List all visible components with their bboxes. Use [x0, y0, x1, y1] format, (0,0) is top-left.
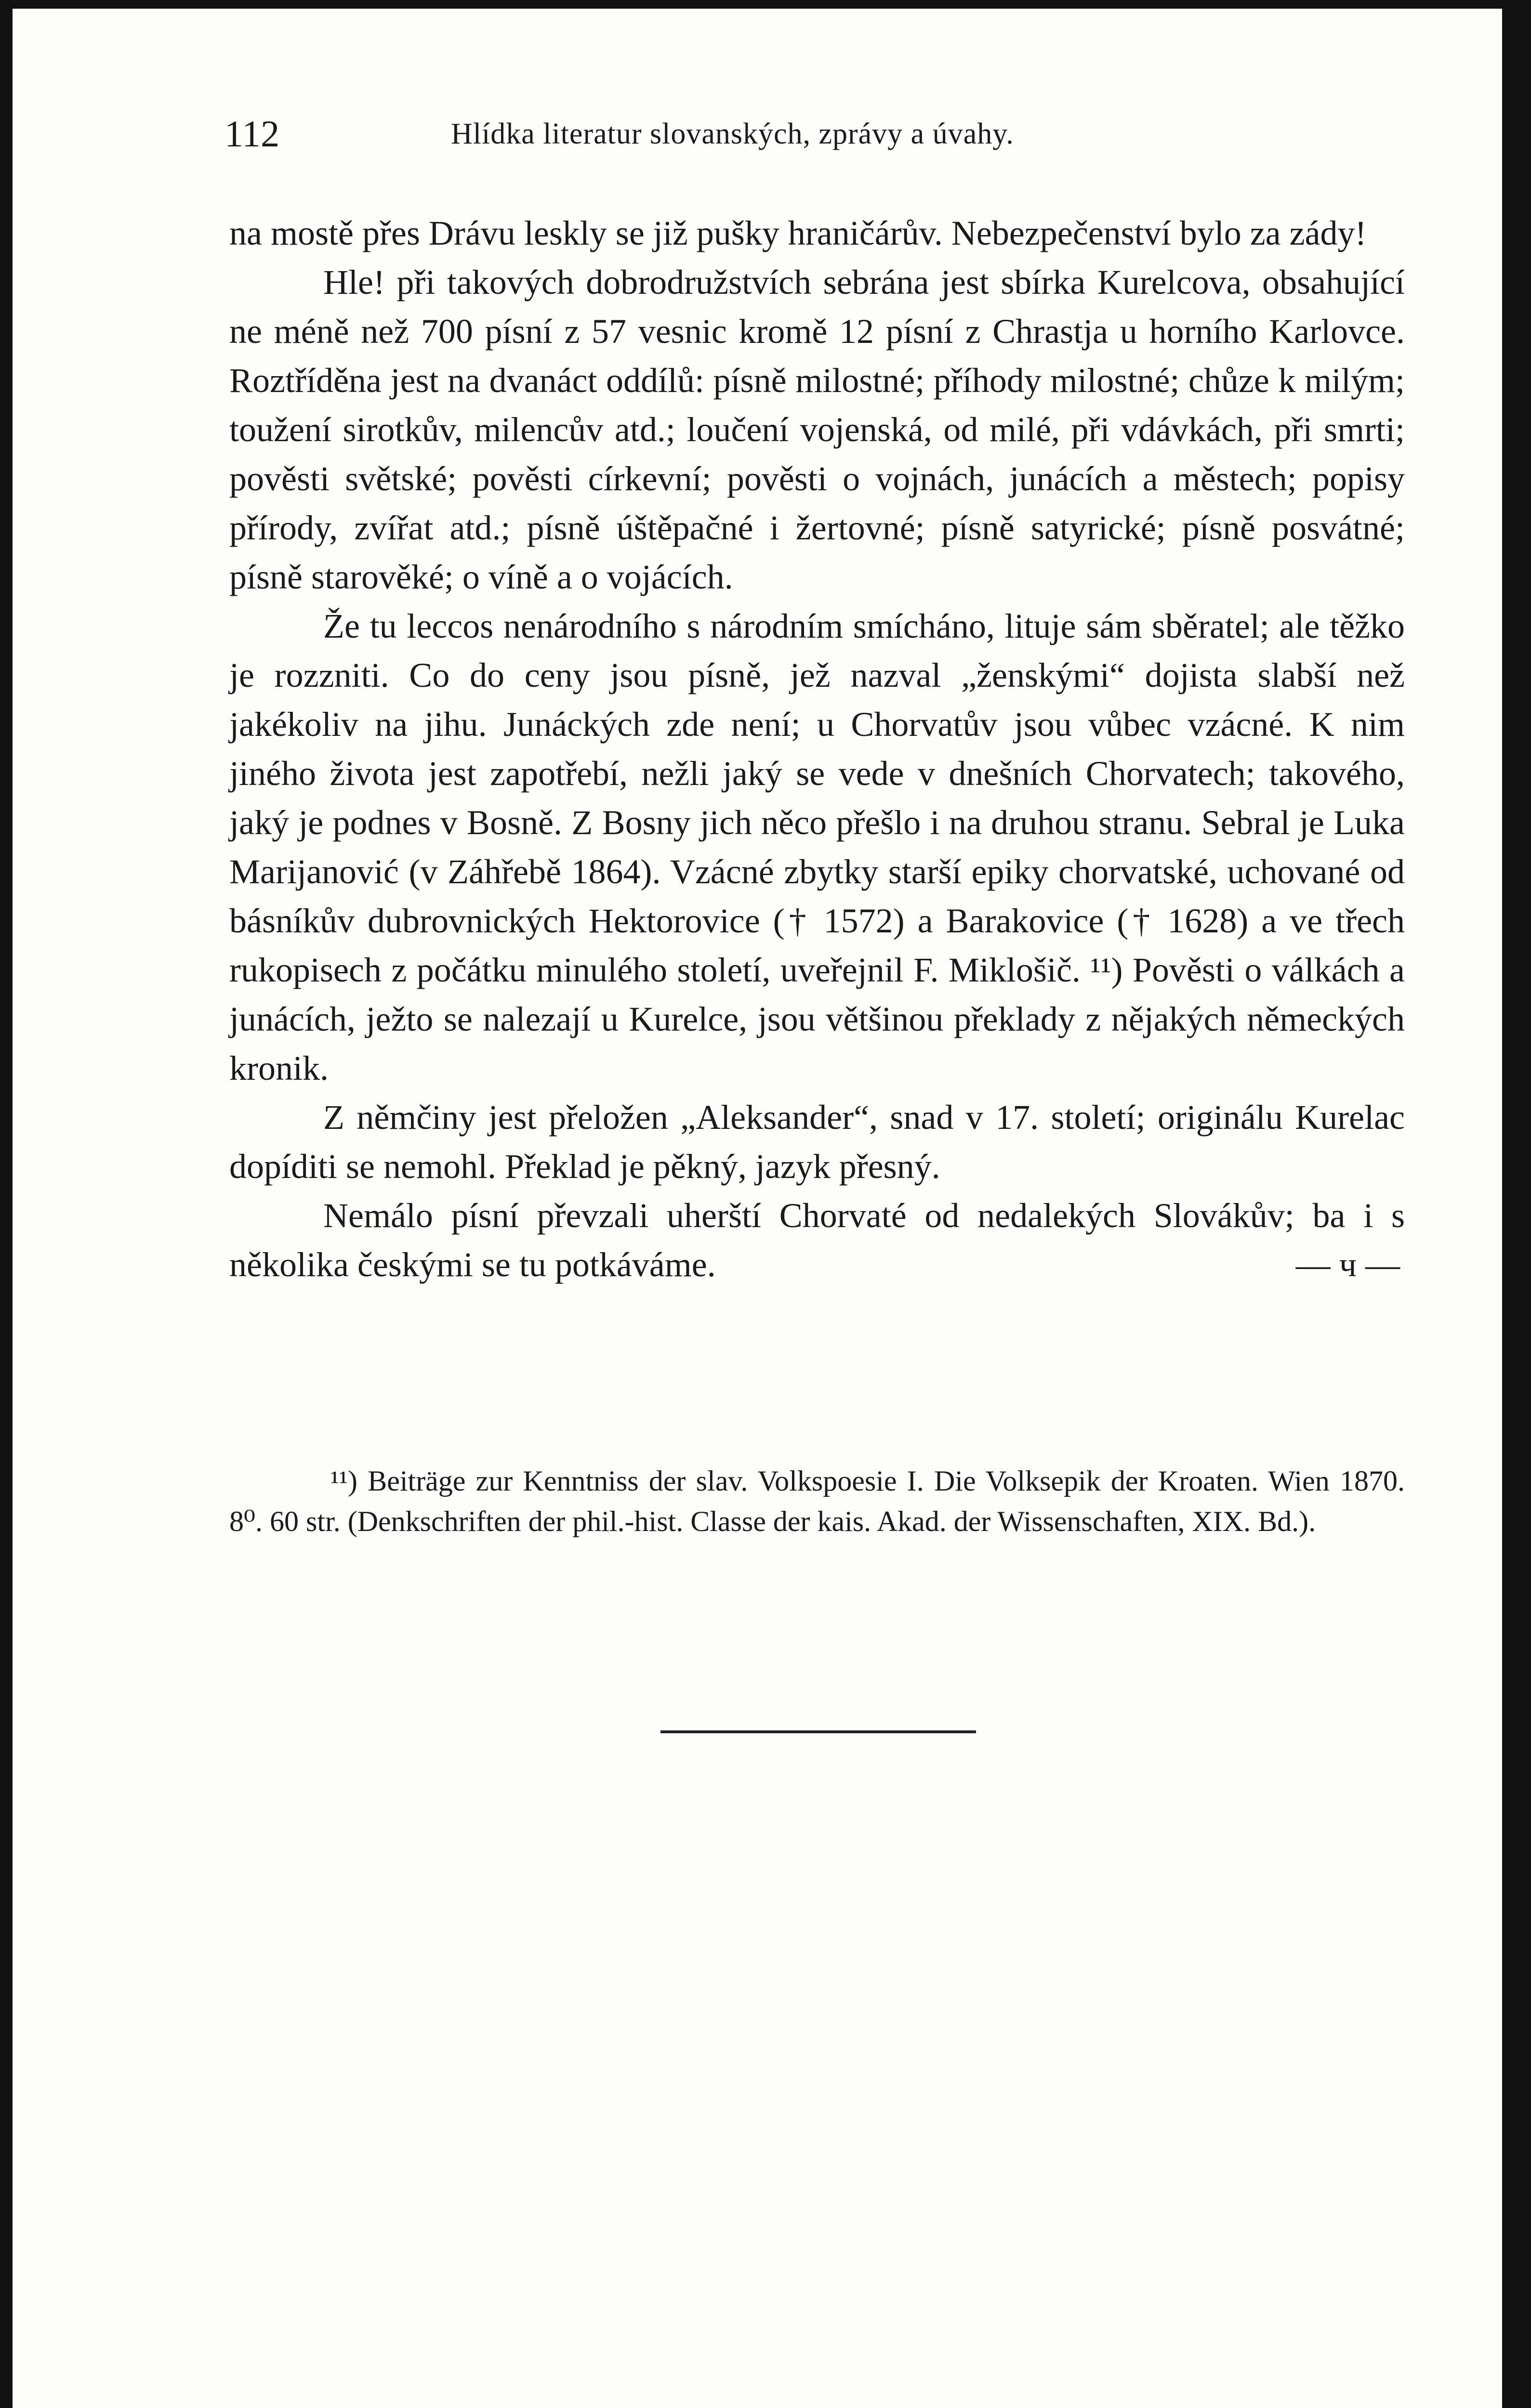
book-page — [13, 9, 1502, 2408]
page-header — [224, 107, 1395, 160]
paragraph-text: Nemálo písní převzali uherští Chorvaté od nedalekých Slovákův; ba i s několika českými se tu potkáváme. — [229, 1196, 1405, 1284]
paragraph: Že tu leccos nenárodního s národním smícháno, lituje sám sběratel; ale těžko je rozzniti. Co do ceny jsou písně, jež nazval „ženskými“ dojista slabší než jakékoliv na jihu. Junáckých zde není; u Chorvatův jsou vůbec vzácné. K nim jiného života jest zapotřebí, nežli jaký se vede v dnešních Chorvatech; takového, jaký je podnes v Bosně. Z Bosny jich něco přešlo i na druhou stranu. Sebral je Luka Marijanović (v Záhřebě 1864). Vzácné zbytky starší epiky chorvatské, uchované od básníkův dubrovnických Hektorovice († 1572) a Barakovice († 1628) a ve třech rukopisech z počátku minulého století, uveřejnil F. Miklošič. ¹¹) Pověsti o válkách a junácích, ježto se nalezají u Kurelce, jsou většinou překlady z nějakých německých kronik. — [229, 607, 1405, 1087]
page-number: 112 — [224, 113, 280, 155]
section-divider — [660, 1730, 976, 1733]
paragraph-final — [229, 1191, 1405, 1289]
running-title: Hlídka literatur slovanských, zprávy a úvahy. — [451, 118, 1014, 150]
scan-border-top — [0, 0, 1531, 9]
scan-border-right — [1502, 0, 1531, 2408]
main-text — [229, 209, 1405, 1289]
scan-border-left — [0, 0, 13, 2408]
paragraph: na mostě přes Drávu leskly se již pušky hraničárův. Nebezpečenství bylo za zády! — [229, 214, 1367, 252]
paragraph: Hle! při takových dobrodružstvích sebrána jest sbírka Kurelcova, obsahující ne méně než 700 písní z 57 vesnic kromě 12 písní z Chrastja u horního Karlovce. Roztříděna jest na dvanáct oddílů: písně milostné; příhody milostné; chůze k milým; toužení sirotkův, milencův atd.; loučení vojenská, od milé, při vdávkách, při smrti; pověsti světské; pověsti církevní; pověsti o vojnách, junácích a městech; popisy přírody, zvířat atd.; písně úštěpačné i žertovné; písně satyrické; písně posvátné; písně starověké; o víně a o vojácích. — [229, 263, 1405, 596]
author-signature: — ч — — [1295, 1245, 1400, 1284]
footnote: ¹¹) Beiträge zur Kenntniss der slav. Volkspoesie I. Die Volksepik der Kroaten. Wien 1870. 8⁰. 60 str. (Denkschriften der phil.-hist. Classe der kais. Akad. der Wissenschaften, XIX. Bd.). — [229, 1465, 1405, 1537]
paragraph: Z němčiny jest přeložen „Aleksander“, snad v 17. století; originálu Kurelac dopíditi se nemohl. Překlad je pěkný, jazyk přesný. — [229, 1098, 1405, 1186]
footnotes — [229, 1461, 1405, 1542]
